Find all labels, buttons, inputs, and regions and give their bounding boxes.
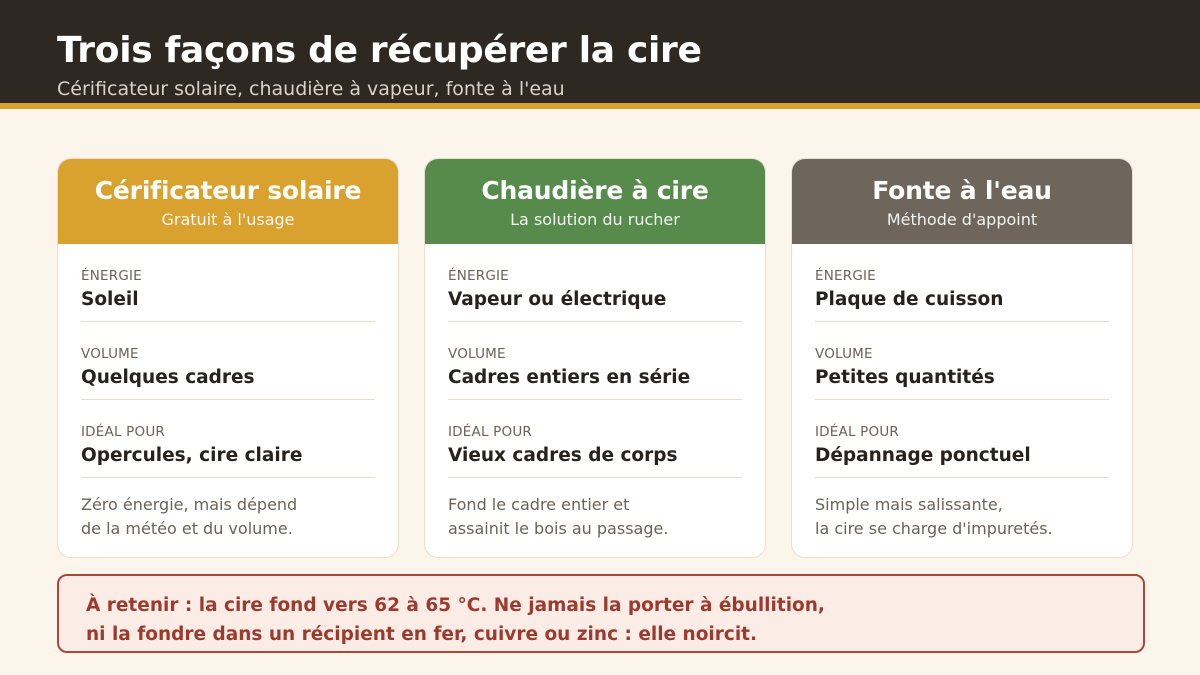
card-note bbox=[815, 478, 1109, 541]
row-label: IDÉAL POUR bbox=[448, 424, 532, 440]
card-header bbox=[58, 159, 398, 244]
row-value: Petites quantités bbox=[815, 367, 995, 388]
card-title: Cérificateur solaire bbox=[94, 176, 362, 205]
row-label: VOLUME bbox=[448, 346, 506, 362]
page-subtitle: Cérificateur solaire, chaudière à vapeur, fonte à l'eau bbox=[57, 78, 565, 100]
row-label: IDÉAL POUR bbox=[815, 424, 899, 440]
notice-line: ni la fondre dans un récipient en fer, cuivre ou zinc : elle noircit. bbox=[86, 624, 758, 645]
card-note-line: de la météo et du volume. bbox=[81, 519, 293, 538]
row-label: IDÉAL POUR bbox=[81, 424, 165, 440]
row-value: Opercules, cire claire bbox=[81, 445, 303, 466]
card-row-volume bbox=[81, 322, 375, 400]
row-label: ÉNERGIE bbox=[815, 268, 876, 284]
row-value: Soleil bbox=[81, 289, 139, 310]
page-title: Trois façons de récupérer la cire bbox=[57, 30, 702, 71]
card-note-line: assainit le bois au passage. bbox=[448, 519, 669, 538]
card-header bbox=[792, 159, 1132, 244]
card-boiler bbox=[424, 158, 766, 558]
card-row-energy bbox=[81, 244, 375, 322]
row-label: VOLUME bbox=[81, 346, 139, 362]
card-row-volume bbox=[815, 322, 1109, 400]
card-note-line: la cire se charge d'impuretés. bbox=[815, 519, 1053, 538]
card-subtitle: La solution du rucher bbox=[510, 210, 680, 229]
row-label: ÉNERGIE bbox=[81, 268, 142, 284]
card-note-line: Fond le cadre entier et bbox=[448, 495, 630, 514]
row-value: Plaque de cuisson bbox=[815, 289, 1004, 310]
card-row-ideal bbox=[448, 400, 742, 478]
card-row-energy bbox=[448, 244, 742, 322]
page-header bbox=[0, 0, 1200, 109]
row-value: Cadres entiers en série bbox=[448, 367, 691, 388]
card-note-line: Zéro énergie, mais dépend bbox=[81, 495, 298, 514]
notice-line: À retenir : la cire fond vers 62 à 65 °C. Ne jamais la porter à ébullition, bbox=[86, 595, 825, 616]
card-row-ideal bbox=[815, 400, 1109, 478]
row-value: Vieux cadres de corps bbox=[448, 445, 678, 466]
card-subtitle: Méthode d'appoint bbox=[886, 210, 1038, 229]
card-row-volume bbox=[448, 322, 742, 400]
card-note bbox=[81, 478, 375, 541]
warning-notice bbox=[57, 574, 1145, 653]
row-label: VOLUME bbox=[815, 346, 873, 362]
card-water bbox=[791, 158, 1133, 558]
card-title: Chaudière à cire bbox=[481, 176, 709, 205]
card-header bbox=[425, 159, 765, 244]
row-value: Dépannage ponctuel bbox=[815, 445, 1031, 466]
card-note bbox=[448, 478, 742, 541]
card-note-line: Simple mais salissante, bbox=[815, 495, 1003, 514]
row-value: Vapeur ou électrique bbox=[448, 289, 667, 310]
card-solar bbox=[57, 158, 399, 558]
row-value: Quelques cadres bbox=[81, 367, 255, 388]
card-subtitle: Gratuit à l'usage bbox=[161, 210, 295, 229]
card-row-ideal bbox=[81, 400, 375, 478]
card-row-energy bbox=[815, 244, 1109, 322]
card-title: Fonte à l'eau bbox=[872, 176, 1052, 205]
row-label: ÉNERGIE bbox=[448, 268, 509, 284]
